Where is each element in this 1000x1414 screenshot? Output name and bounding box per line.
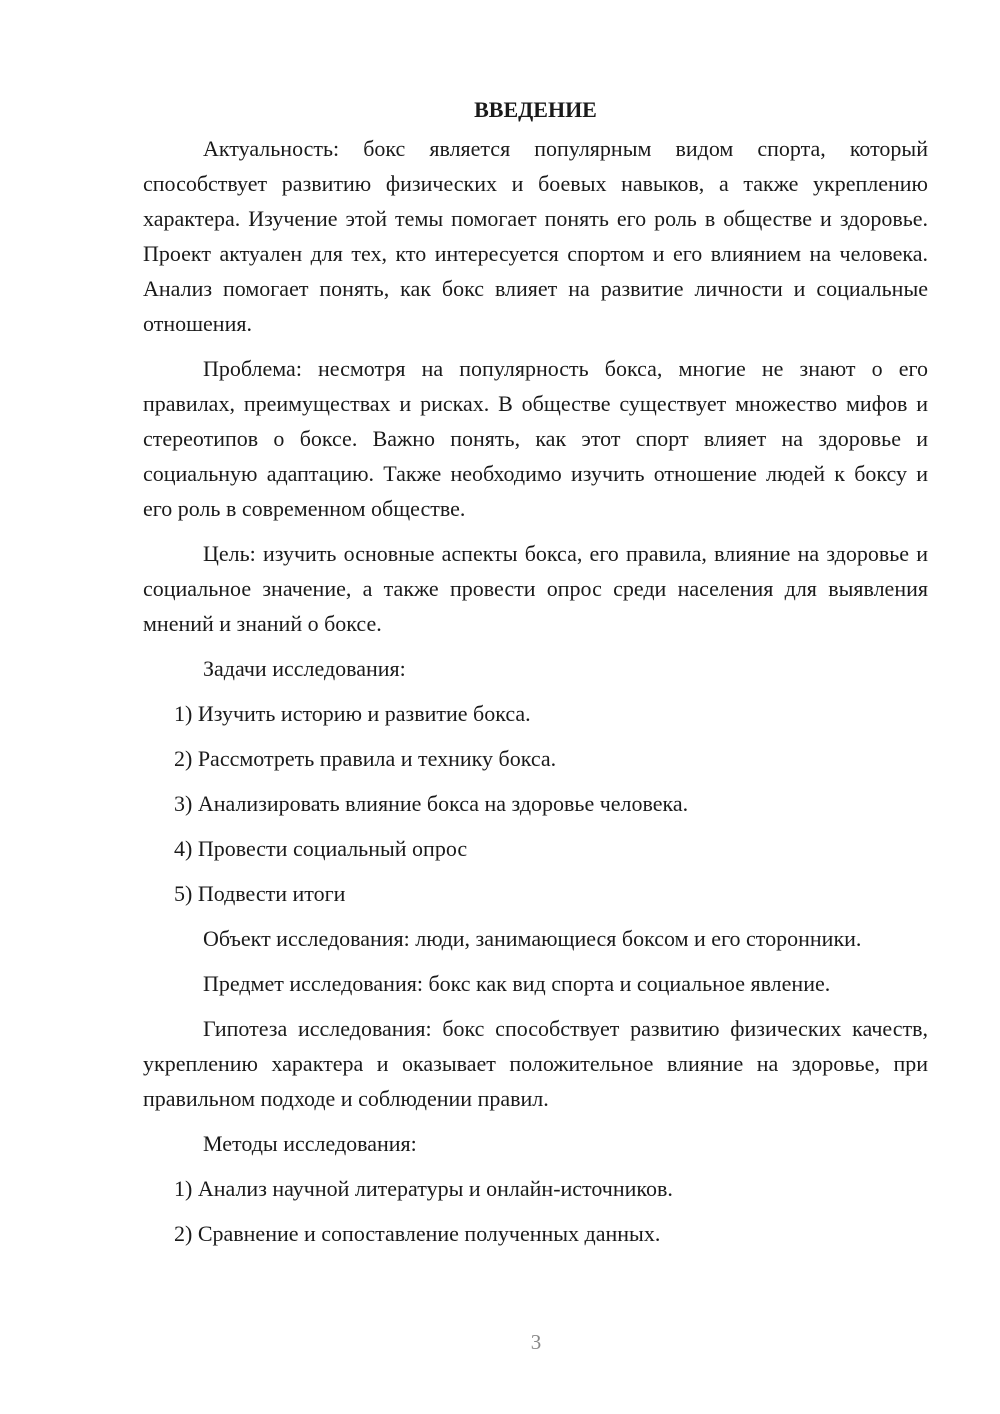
methods-list <box>143 1171 928 1251</box>
list-item: 4) Провести социальный опрос <box>174 836 468 861</box>
relevance-paragraph: Актуальность: бокс является популярным видом спорта, который способствует развитию физических и боевых навыков, а также укреплению характера. Изучение этой темы помогает понять его роль в обществе и здоровье. Проект актуален для тех, кто интересуется спортом и его влиянием на человека. Анализ помогает понять, как бокс влияет на развитие личности и социальные отношения. <box>143 136 928 336</box>
list-item: 1) Изучить историю и развитие бокса. <box>174 701 531 726</box>
document-body <box>143 92 928 1261</box>
list-item: 1) Анализ научной литературы и онлайн-источников. <box>174 1176 673 1201</box>
tasks-list <box>143 696 928 911</box>
tasks-heading: Задачи исследования: <box>203 656 406 681</box>
problem-paragraph: Проблема: несмотря на популярность бокса, многие не знают о его правилах, преимуществах и рисках. В обществе существует множество мифов и стереотипов о боксе. Важно понять, как этот спорт влияет на здоровье и социальную адаптацию. Также необходимо изучить отношение людей к боксу и его роль в современном обществе. <box>143 356 928 521</box>
list-item: 2) Рассмотреть правила и технику бокса. <box>174 746 557 771</box>
goal-paragraph: Цель: изучить основные аспекты бокса, его правила, влияние на здоровье и социальное значение, а также провести опрос среди населения для выявления мнений и знаний о боксе. <box>143 541 928 636</box>
list-item: 3) Анализировать влияние бокса на здоровье человека. <box>174 791 689 816</box>
list-item: 2) Сравнение и сопоставление полученных данных. <box>174 1221 661 1246</box>
list-item: 5) Подвести итоги <box>174 881 346 906</box>
subject-paragraph: Предмет исследования: бокс как вид спорта и социальное явление. <box>203 971 831 996</box>
page-number: 3 <box>530 1330 542 1354</box>
methods-heading: Методы исследования: <box>203 1131 417 1156</box>
hypothesis-paragraph: Гипотеза исследования: бокс способствует развитию физических качеств, укреплению характера и оказывает положительное влияние на здоровье, при правильном подходе и соблюдении правил. <box>143 1016 928 1111</box>
page-title: ВВЕДЕНИЕ <box>474 97 597 122</box>
object-paragraph: Объект исследования: люди, занимающиеся боксом и его сторонники. <box>203 926 862 951</box>
